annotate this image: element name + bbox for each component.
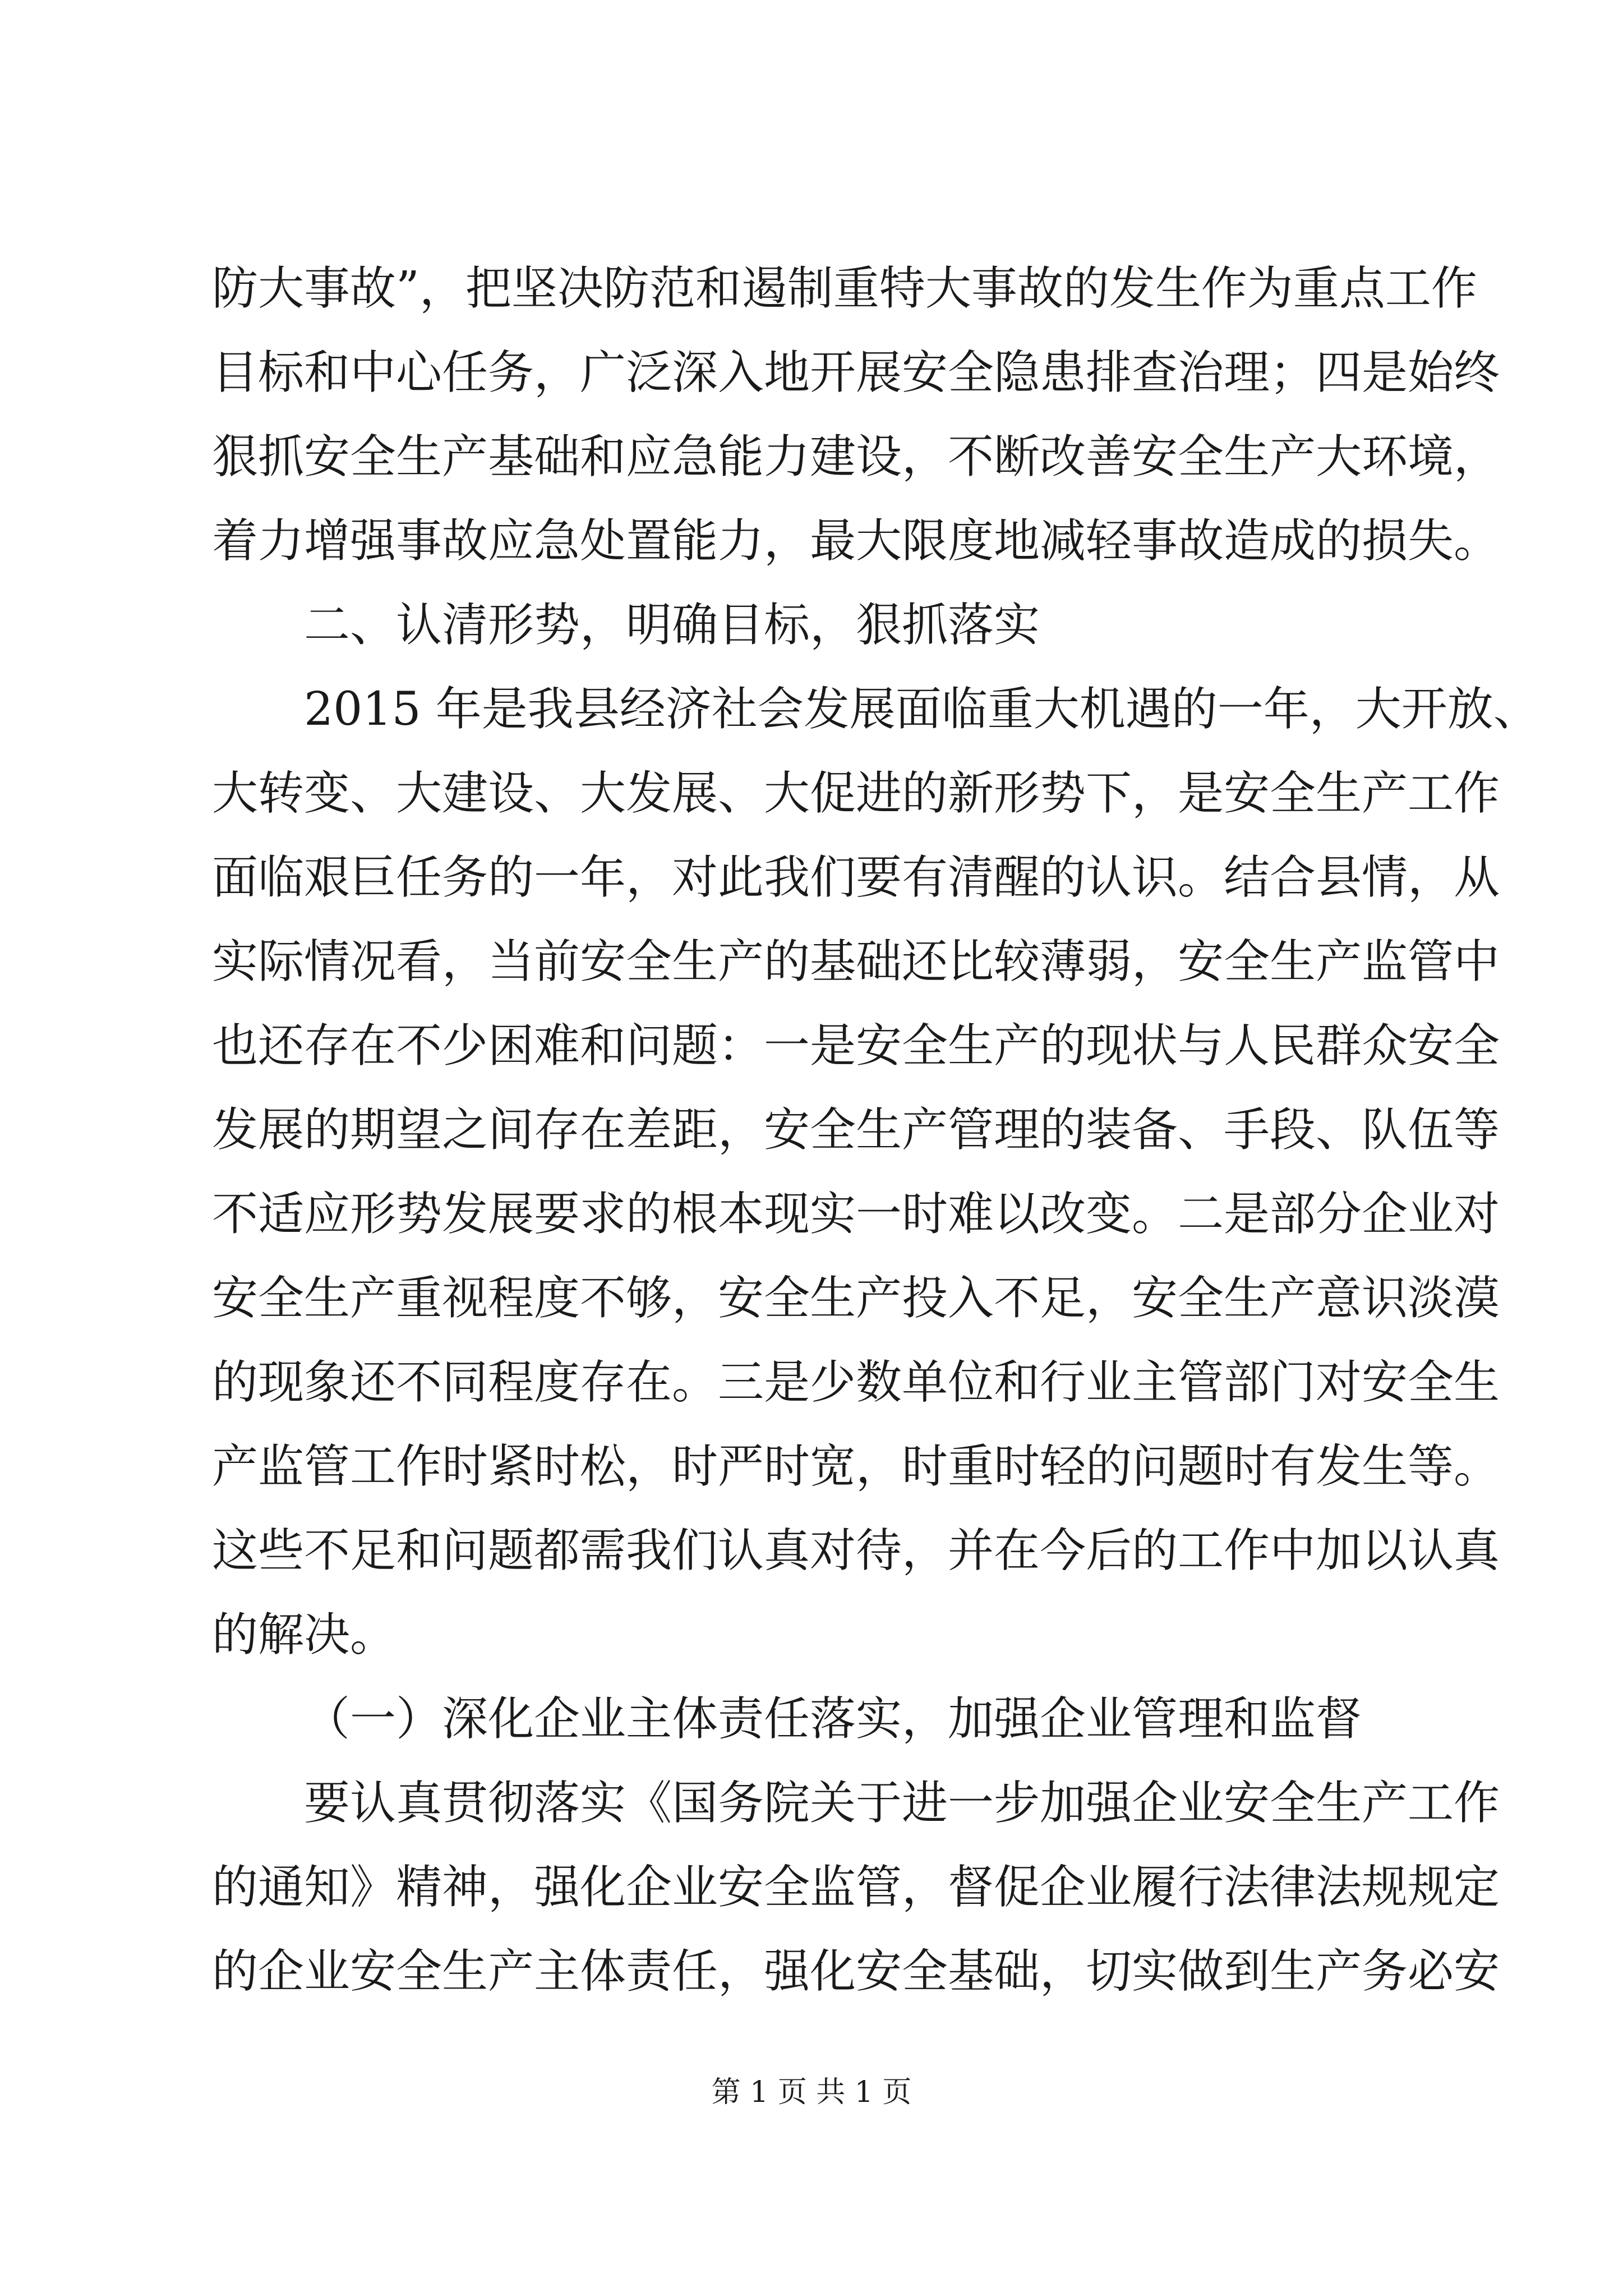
- document-body: [212, 247, 1539, 2014]
- paragraph-last-line: 的解决。: [212, 1608, 396, 1662]
- paragraph-first-line: 2015 年是我县经济社会发展面临重大机遇的一年，大开放、: [304, 683, 1539, 736]
- text-line: 目标和中心任务，广泛深入地开展安全隐患排查治理；四是始终: [212, 346, 1500, 399]
- text-line: 也还存在不少困难和问题：一是安全生产的现状与人民群众安全: [212, 1019, 1500, 1073]
- text-line: 着力增强事故应急处置能力，最大限度地减轻事故造成的损失。: [212, 514, 1500, 568]
- text-line: 发展的期望之间存在差距，安全生产管理的装备、手段、队伍等: [212, 1103, 1500, 1157]
- text-line: 的通知》精神，强化企业安全监管，督促企业履行法律法规规定: [212, 1861, 1500, 1914]
- text-line: 的现象还不同程度存在。三是少数单位和行业主管部门对安全生: [212, 1356, 1500, 1409]
- text-line: 大转变、大建设、大发展、大促进的新形势下，是安全生产工作: [212, 767, 1500, 820]
- text-line: 防大事故”，把坚决防范和遏制重特大事故的发生作为重点工作: [212, 262, 1477, 315]
- text-line: 面临艰巨任务的一年，对此我们要有清醒的认识。结合县情，从: [212, 851, 1500, 904]
- page-footer: 第 1 页 共 1 页: [711, 2076, 912, 2109]
- text-line: 这些不足和问题都需我们认真对待，并在今后的工作中加以认真: [212, 1524, 1500, 1577]
- paragraph-first-line: 要认真贯彻落实《国务院关于进一步加强企业安全生产工作: [304, 1777, 1500, 1830]
- subsection-heading: （一）深化企业主体责任落实，加强企业管理和监督: [304, 1692, 1362, 1746]
- text-line: 不适应形势发展要求的根本现实一时难以改变。二是部分企业对: [212, 1188, 1500, 1241]
- text-line: 实际情况看，当前安全生产的基础还比较薄弱，安全生产监管中: [212, 935, 1500, 988]
- text-line: 的企业安全生产主体责任，强化安全基础，切实做到生产务必安: [212, 1945, 1500, 1998]
- text-line: 产监管工作时紧时松，时严时宽，时重时轻的问题时有发生等。: [212, 1440, 1500, 1493]
- text-line: 狠抓安全生产基础和应急能力建设，不断改善安全生产大环境，: [212, 430, 1500, 484]
- section-heading: 二、认清形势，明确目标，狠抓落实: [304, 599, 1040, 652]
- text-line: 安全生产重视程度不够，安全生产投入不足，安全生产意识淡漠: [212, 1272, 1500, 1325]
